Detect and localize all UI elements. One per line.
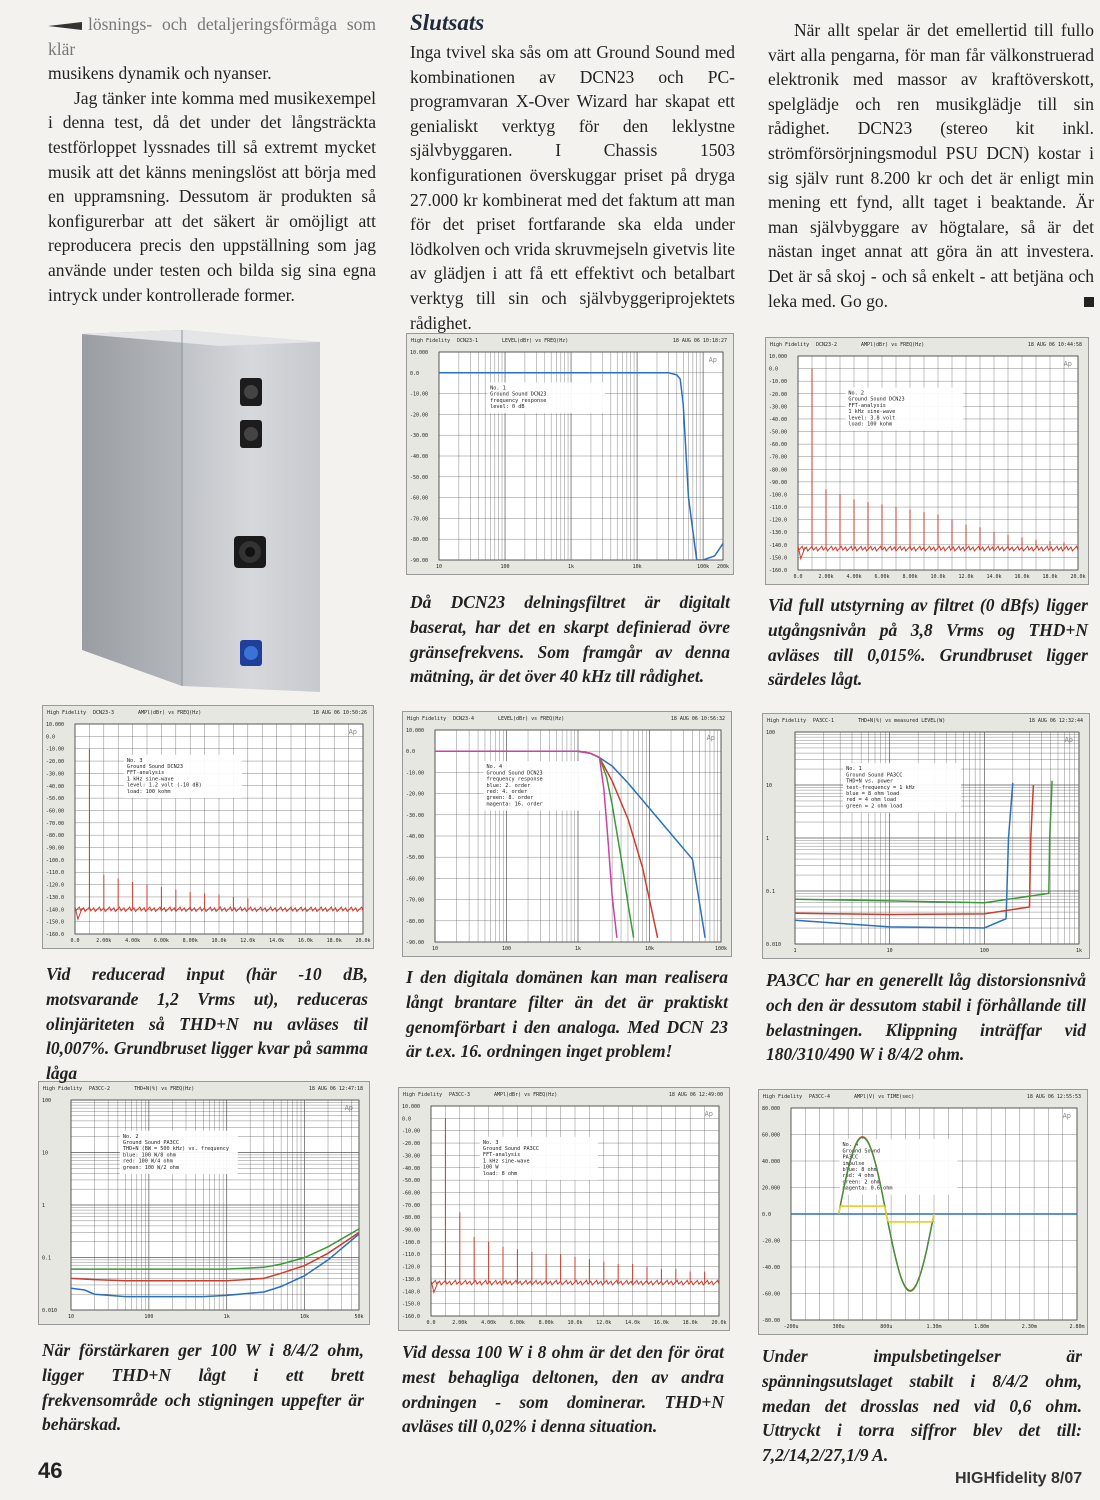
y-tick-label: -140.0 [769,542,788,549]
y-tick-label: -10.00 [46,746,65,753]
y-tick-label: -150.0 [402,1301,421,1308]
note-line: red: 4 ohm [842,1173,874,1180]
chart-header-text: High Fidelity [767,718,807,724]
chart-dcn23-3 [42,705,374,949]
column-3 [768,18,1094,313]
y-tick-label: -50.00 [769,429,788,436]
caption-8: Under impulsbetingelser är spänningsutslaget stabilt i 8/4/2 ohm, medan det drosslas ned vid 0,6 ohm. Uttryckt i torra siffror blev det till: 7,2/14,2/27,1/9 A. [762,1346,1082,1466]
chart-header-text: DCN23-2 [816,342,838,348]
chart-header-text: LEVEL(dBr) vs FREQ(Hz) [502,338,569,344]
chart-header-text: THD+N(%) vs measured LEVEL(W) [858,718,946,724]
chart-header-text: 18 AUG 06 12:47:18 [308,1086,363,1092]
power-connector-icon [240,640,262,666]
x-tick-label: 4.00k [125,938,141,944]
y-tick-label: -80.00 [769,467,788,474]
x-tick-label: 50k [354,1314,364,1320]
y-tick-label: -20.00 [769,391,788,398]
y-tick-label: -80.00 [762,1318,781,1324]
y-tick-label: -50.00 [410,474,429,481]
note-line: No. 2 [848,390,865,397]
ap-logo: Ap [348,728,357,736]
note-line: Ground Sound PA3CC [482,1146,540,1152]
end-mark-icon [1084,297,1094,307]
y-tick-label: -80.00 [46,833,65,840]
note-line: magenta: 16. order [486,801,543,808]
y-tick-label: -70.00 [410,516,429,523]
x-tick-label: 1k [574,946,582,952]
x-tick-label: 100k [697,564,710,570]
column-2 [410,10,735,335]
speakon-connector-icon [234,536,266,568]
chart-header-text: High Fidelity [47,710,87,716]
y-tick-label: 0.0 [406,749,416,756]
y-tick-label: 1 [42,1203,46,1209]
y-tick-label: 0.1 [766,889,776,895]
y-tick-label: 0.0 [769,366,779,373]
ap-logo: Ap [1062,1112,1071,1120]
y-tick-label: -20.00 [402,1141,421,1148]
y-tick-label: -60.00 [406,876,425,883]
chart-header-text: 18 AUG 06 10:44:58 [1027,342,1082,348]
chart-pa3cc-2 [38,1081,370,1325]
note-line: level: 1.2 volt (-10 dB) [126,782,202,789]
x-tick-label: 2.80m [1069,1324,1085,1330]
y-tick-label: -40.00 [406,834,425,840]
x-tick-label: 16.0k [653,1320,669,1326]
y-tick-label: -30.00 [769,404,788,411]
x-tick-label: 2.00k [452,1320,468,1326]
caption-3: Vid reducerad input (här -10 dB, motsvarande 1,2 Vrms ut), reduceras olinjäriteten så THD+N nu avläses til l0,007%. Grundbruset ligger kvar på samma låga [46,964,368,1084]
x-tick-label: 0.0 [426,1320,436,1326]
y-tick-label: 0.1 [42,1255,52,1262]
chart-pa3cc-3-svg [399,1088,729,1330]
chart-note [480,1137,598,1180]
x-tick-label: 4.00k [846,574,862,580]
caption-6: När förstärkaren ger 100 W i 8/4/2 ohm, ligger THD+N lågt i ett brett frekvensområde och stigningen uppefter är behärskad. [42,1340,364,1435]
caption-7: Vid dessa 100 W i 8 ohm är det den för örat mest behagliga deltonen, den av andra ordningen - som dominerar. THD+N avläses till 0,02% i denna situation. [402,1342,724,1437]
x-tick-label: 12.0k [240,938,256,944]
x-tick-label: 300u [832,1324,845,1330]
chart-note [843,763,961,812]
y-tick-label: -110.0 [769,505,788,512]
x-tick-label: 8.00k [538,1320,554,1326]
column-1 [48,12,376,307]
x-tick-label: 20.0k [355,938,371,944]
y-tick-label: -10.00 [769,379,788,386]
y-tick-label: 10 [42,1150,49,1157]
note-line: level: 0 dB [490,404,525,411]
x-tick-label: 12.0k [958,574,974,580]
note-line: Ground Sound DCN23 [848,396,905,403]
chart-header-text: DCN23-1 [457,338,479,344]
y-tick-label: -140.0 [46,907,65,914]
y-tick-label: -70.00 [769,454,788,461]
y-tick-label: -60.00 [46,808,65,815]
y-tick-label: 100 [766,730,776,736]
x-tick-label: 16.0k [297,938,313,944]
note-line: THD+N vs. power [846,778,893,785]
note-line: green: 100 W/2 ohm [122,1164,180,1171]
y-tick-label: 10.000 [402,1104,421,1110]
chart-header-text: High Fidelity [403,1092,443,1098]
chart-header-text: PA3CC-3 [449,1092,471,1098]
note-line: No. 4 [486,764,503,771]
x-tick-label: -200u [783,1324,799,1330]
chart-pa3cc-4 [758,1089,1088,1335]
y-tick-label: -130.0 [769,530,788,537]
col1-paragraph: Jag tänker inte komma med musikexempel i denna test, då det under det långsträckta testförloppet lyssnades till så extremt mycket musik att det känns meningslöst att börja med en uppramsning. Dessutom är produkten så konfigurerbar att det säkert är omöjligt att reproducera precis den uppställning som jag använde under testen och bilda sig sina egna intryck under kontrollerade former. [48,87,376,305]
y-tick-label: -120.0 [402,1264,421,1271]
note-line: No. 2 [122,1133,139,1140]
y-tick-label: -100.0 [769,492,788,499]
chart-dcn23-3-svg [43,706,373,948]
x-tick-label: 0.0 [793,574,803,580]
chart-header-text: High Fidelity [763,1094,803,1100]
ap-logo: Ap [1063,360,1072,368]
section-heading: Slutsats [410,10,485,35]
note-line: FFT-analysis [126,770,165,777]
y-tick-label: 60.000 [762,1132,781,1139]
x-tick-label: 20.0k [1070,574,1086,580]
x-tick-label: 8.00k [182,938,198,944]
note-line: Ground Sound DCN23 [126,764,184,770]
y-tick-label: -40.00 [762,1265,781,1271]
note-line: Ground Sound DCN23 [486,770,543,777]
ap-logo: Ap [708,356,717,364]
x-tick-label: 100 [144,1314,154,1320]
y-tick-label: -30.00 [402,1153,421,1160]
ap-logo: Ap [344,1104,353,1112]
note-line: red: 100 W/4 ohm [122,1158,173,1165]
caption-5: PA3CC har en generellt låg distorsionsnivå och den är dessutom stabil i förhållande till belastningen. Klippning inträffar vid 180/310/490 W i 8/4/2 ohm. [766,970,1086,1065]
y-tick-label: -80.00 [406,918,425,925]
note-line: green = 2 ohm load [846,803,903,810]
x-tick-label: 6.00k [509,1320,525,1326]
col2-paragraph: Inga tvivel ska sås om att Ground Sound med kombinationen av DCN23 och PC-programvaran X-Over Wizard har skapat ett genialiskt verktyg för den leklystne självbyggaren. I Chassis 1503 konfigurationen överskuggar priset på dryga 27.000 kr kombinerat med det faktum att man för det priset fortfarande ska elda under lödkolven och vrida skruvmejseln givetvis lite av glädjen i att få ett effektivt och betalbart verktyg till sin och självbyggeriprojektets rådighet. [410,42,735,333]
chart-pa3cc-1 [762,713,1090,959]
y-tick-label: -90.00 [769,479,788,486]
y-tick-label: -90.00 [406,940,425,946]
chart-header-text: AMPl(dBr) vs FREQ(Hz) [861,342,925,348]
chart-header-text: 18 AUG 06 10:56:32 [670,716,725,722]
y-tick-label: -30.00 [46,771,65,778]
col1-line2: musikens dynamik och nyanser. [48,63,272,84]
note-line: No. 3 [482,1139,499,1146]
x-tick-label: 10.0k [930,574,946,580]
y-tick-label: -160.0 [769,568,788,574]
y-tick-label: -150.0 [769,555,788,562]
chart-note [120,1131,238,1174]
y-tick-label: -80.00 [402,1215,421,1222]
note-line: 100 W [482,1164,499,1171]
x-tick-label: 10.0k [567,1320,583,1326]
x-tick-label: 1.30m [926,1324,942,1330]
chart-header-text: 18 AUG 06 10:50:26 [312,710,367,716]
x-tick-label: 18.0k [1042,574,1058,580]
chart-header-text: High Fidelity [411,338,451,344]
note-line: test-frequency = 1 kHz [846,784,915,791]
caption-2: Vid full utstyrning av filtret (0 dBfs) ligger utgångsnivån på 3,8 Vrms og THD+N avläses till 0,015%. Grundbruset ligger särdeles lågt. [768,595,1088,690]
y-tick-label: 10.000 [46,722,65,728]
ap-logo: Ap [1064,736,1073,744]
col3-paragraph: När allt spelar är det emellertid till fullo värt alla pengarna, för man får välkonstruerad elektronik med massor av kraftöverskott, spelglädje och ren musikglädje till sin rådighet. DCN23 (stereo kit inkl. strömförsörjningsmodul PSU DCN) kostar i sig själv runt 8.200 kr och det är enligt min mening ett fynd, allt taget i beaktande. Är man självbyggare av högtalare, så är det nästan inget annat att göra än att investera. Det är så skoj - och så enkelt - att betjäna och leka med. Go go. [768,20,1094,311]
x-tick-label: 18.0k [682,1320,698,1326]
y-tick-label: 0.0 [410,370,420,377]
y-tick-label: 10.000 [769,354,788,360]
chart-header-text: AMPl(dBr) vs FREQ(Hz) [494,1092,558,1098]
y-tick-label: -100.0 [402,1239,421,1246]
y-tick-label: -20.00 [406,791,425,798]
note-line: No. 4 [842,1142,859,1149]
x-tick-label: 14.0k [625,1320,641,1326]
y-tick-label: -90.00 [410,558,429,564]
chart-pa3cc-4-svg [759,1090,1087,1334]
x-tick-label: 18.0k [326,938,342,944]
chart-dcn23-4-svg [403,712,731,956]
y-tick-label: -60.00 [410,495,429,502]
x-tick-label: 12.0k [596,1320,612,1326]
chart-dcn23-2-svg [766,338,1088,584]
note-line: 1 kHz sine-wave [848,409,896,416]
y-tick-label: -130.0 [402,1276,421,1283]
chart-header-text: LEVEL(dBr) vs FREQ(Hz) [498,716,565,722]
y-tick-label: -30.00 [410,433,429,440]
y-tick-label: -130.0 [46,894,65,901]
x-tick-label: 100 [501,946,512,952]
chart-header-text: THD+N(%) vs FREQ(Hz) [134,1086,195,1092]
chart-dcn23-1-svg [407,334,733,574]
y-tick-label: -70.00 [402,1202,421,1209]
chart-dcn23-4 [402,711,732,957]
note-line: 1 kHz sine-wave [482,1158,530,1165]
y-tick-label: -10.00 [410,391,429,398]
x-tick-label: 10.0k [211,938,227,944]
note-line: No. 1 [490,385,506,392]
y-tick-label: -50.00 [402,1178,421,1185]
y-tick-label: 1 [766,836,770,842]
y-tick-label: -160.0 [46,932,65,938]
y-tick-label: -60.00 [769,442,788,449]
x-tick-label: 6.00k [874,574,890,580]
caption-1: Då DCN23 delningsfiltret är digitalt baserat, har det en skarpt definierad övre gränsefrekvens. Som framgår av denna mätning, är det över 40 kHz till rådighet. [410,592,730,687]
note-line: magenta: 0.6 ohm [842,1185,893,1192]
y-tick-label: -20.00 [410,412,429,419]
chart-header-text: High Fidelity [770,342,810,348]
note-line: Ground Sound PA3CC [846,772,903,779]
y-tick-label: 10 [766,783,773,789]
x-tick-label: 16.0k [1014,574,1030,580]
x-tick-label: 800u [880,1324,893,1330]
y-tick-label: 20.000 [762,1185,781,1192]
chart-header-text: AMPl(dBr) vs FREQ(Hz) [138,710,202,716]
x-tick-label: 1k [223,1314,230,1320]
y-tick-label: 0.0 [762,1212,772,1218]
y-tick-label: -80.00 [410,537,429,544]
y-tick-label: 0.0 [46,734,56,741]
x-tick-label: 10 [435,564,443,570]
x-tick-label: 10 [67,1314,75,1320]
chart-header-text: 18 AUG 06 12:55:53 [1026,1094,1081,1100]
x-tick-label: 10 [431,946,439,952]
x-tick-label: 10k [300,1314,310,1320]
note-line: FFT-analysis [482,1152,521,1159]
y-tick-label: -20.00 [762,1238,781,1245]
y-tick-label: 0.010 [42,1308,58,1314]
chart-note [483,761,601,810]
ap-logo: Ap [706,734,715,742]
x-tick-label: 14.0k [986,574,1002,580]
note-line: FFT-analysis [848,402,886,409]
y-tick-label: -90.00 [402,1227,421,1234]
chart-header-text: 18 AUG 06 12:49:00 [668,1092,723,1098]
note-line: frequency response [486,776,543,783]
note-line: frequency response [490,397,547,404]
chart-pa3cc-3 [398,1087,730,1331]
y-tick-label: -110.0 [46,870,65,877]
chart-header-text: 18 AUG 06 10:18:27 [672,338,727,344]
note-line: red = 4 ohm load [846,797,897,804]
chart-note [124,755,242,798]
x-tick-label: 10k [644,946,655,952]
y-tick-label: -40.00 [46,783,65,790]
note-line: load: 100 kohm [126,788,171,795]
note-line: green: 2 ohm [842,1179,880,1186]
col1-lead: lösnings- och detaljeringsförmåga som klär [48,14,376,59]
y-tick-label: -50.00 [406,855,425,862]
y-tick-label: -160.0 [402,1314,421,1320]
y-tick-label: -40.00 [769,416,788,423]
y-tick-label: -120.0 [46,882,65,889]
x-tick-label: 14.0k [269,938,285,944]
y-tick-label: -90.00 [46,845,65,852]
y-tick-label: 0.0 [402,1116,412,1123]
x-tick-label: 100 [500,564,510,570]
caption-4: I den digitala domänen kan man realisera långt brantare filter än det är praktiskt genomförbart i den analoga. Med DCN 23 är t.ex. 16. ordningen inget problem! [406,967,728,1062]
y-tick-label: -60.00 [402,1190,421,1197]
x-tick-label: 1.80m [974,1324,990,1330]
x-tick-label: 8.00k [902,574,918,580]
chart-header-text: High Fidelity [43,1086,83,1092]
x-tick-label: 100 [979,948,989,954]
note-line: No. 3 [126,757,143,764]
x-tick-label: 2.00k [818,574,834,580]
chart-header-text: DCN23-3 [93,710,115,716]
note-line: impulse [842,1160,865,1167]
y-tick-label: -10.00 [406,770,425,777]
y-tick-label: 80.000 [762,1106,781,1112]
chart-header-text: PA3CC-2 [89,1086,111,1092]
product-photo [70,320,330,692]
y-tick-label: -10.00 [402,1128,421,1135]
ap-logo: Ap [704,1110,713,1118]
x-tick-label: 200k [716,564,730,570]
y-tick-label: -30.00 [406,812,425,819]
note-line: blue: 100 W/8 ohm [122,1152,176,1159]
y-tick-label: -20.00 [46,759,65,766]
y-tick-label: -60.00 [762,1291,781,1298]
x-tick-label: 2.30m [1021,1324,1037,1330]
note-line: blue: 8 ohm [842,1166,877,1173]
chart-pa3cc-2-svg [39,1082,369,1324]
y-tick-label: -120.0 [769,517,788,524]
note-line: Ground Sound PA3CC [122,1140,180,1146]
y-tick-label: -40.00 [402,1165,421,1172]
magazine-issue: HIGHfidelity 8/07 [955,1470,1083,1487]
y-tick-label: 40.000 [762,1159,781,1165]
x-tick-label: 10k [632,564,642,570]
x-tick-label: 100k [714,946,728,952]
x-tick-label: 1k [1075,948,1083,954]
y-tick-label: -110.0 [402,1252,421,1259]
y-tick-label: -150.0 [46,919,65,926]
note-line: Ground Sound DCN23 [490,391,547,398]
y-tick-label: 100 [42,1098,52,1104]
chart-header-text: PA3CC-4 [809,1094,831,1100]
page-number: 46 [38,1458,63,1483]
x-tick-label: 4.00k [481,1320,497,1326]
note-line: load: 8 ohm [482,1170,518,1177]
x-tick-label: 2.00k [96,938,112,944]
chart-header-text: PA3CC-1 [813,718,835,724]
y-tick-label: -50.00 [46,796,65,803]
note-line: No. 1 [846,766,862,773]
note-line: green: 8. order [486,795,534,802]
y-tick-label: -70.00 [46,820,65,827]
chart-header-text: 18 AUG 06 12:32:44 [1028,718,1083,724]
y-tick-label: -140.0 [402,1289,421,1296]
note-line: load: 100 kohm [848,421,893,428]
chart-note [845,388,963,431]
x-tick-label: 1 [793,948,797,954]
note-line: PA3CC [842,1154,859,1161]
note-line: level: 3.8 volt [848,415,896,422]
chart-note [487,382,605,413]
chart-header-text: DCN23-4 [453,716,475,722]
note-line: red: 4. order [486,788,528,795]
x-tick-label: 6.00k [153,938,169,944]
chart-header-text: High Fidelity [407,716,447,722]
x-tick-label: 10 [886,948,893,954]
chart-pa3cc-1-svg [763,714,1089,958]
y-tick-label: -100.0 [46,857,65,864]
chart-dcn23-2 [765,337,1089,585]
note-line: 1 kHz sine-wave [126,776,174,783]
note-line: Ground Sound [842,1148,880,1155]
y-tick-label: 10.000 [410,350,429,356]
x-tick-label: 20.0k [711,1320,727,1326]
y-tick-label: 0.010 [766,942,782,948]
x-tick-label: 1k [568,564,575,570]
y-tick-label: -40.00 [410,454,429,460]
x-tick-label: 0.0 [70,938,80,944]
note-line: blue: 2. order [486,782,531,789]
arrow-icon [48,22,82,30]
chart-dcn23-1 [406,333,734,575]
y-tick-label: 10.000 [406,728,425,734]
chart-header-text: AMPl(V) vs TIME(sec) [854,1094,915,1100]
y-tick-label: -70.00 [406,897,425,904]
note-line: THD+N (BW = 500 kHz) vs. frequency [122,1146,230,1153]
chart-note [839,1139,957,1195]
note-line: blue = 8 ohm load [846,790,900,797]
